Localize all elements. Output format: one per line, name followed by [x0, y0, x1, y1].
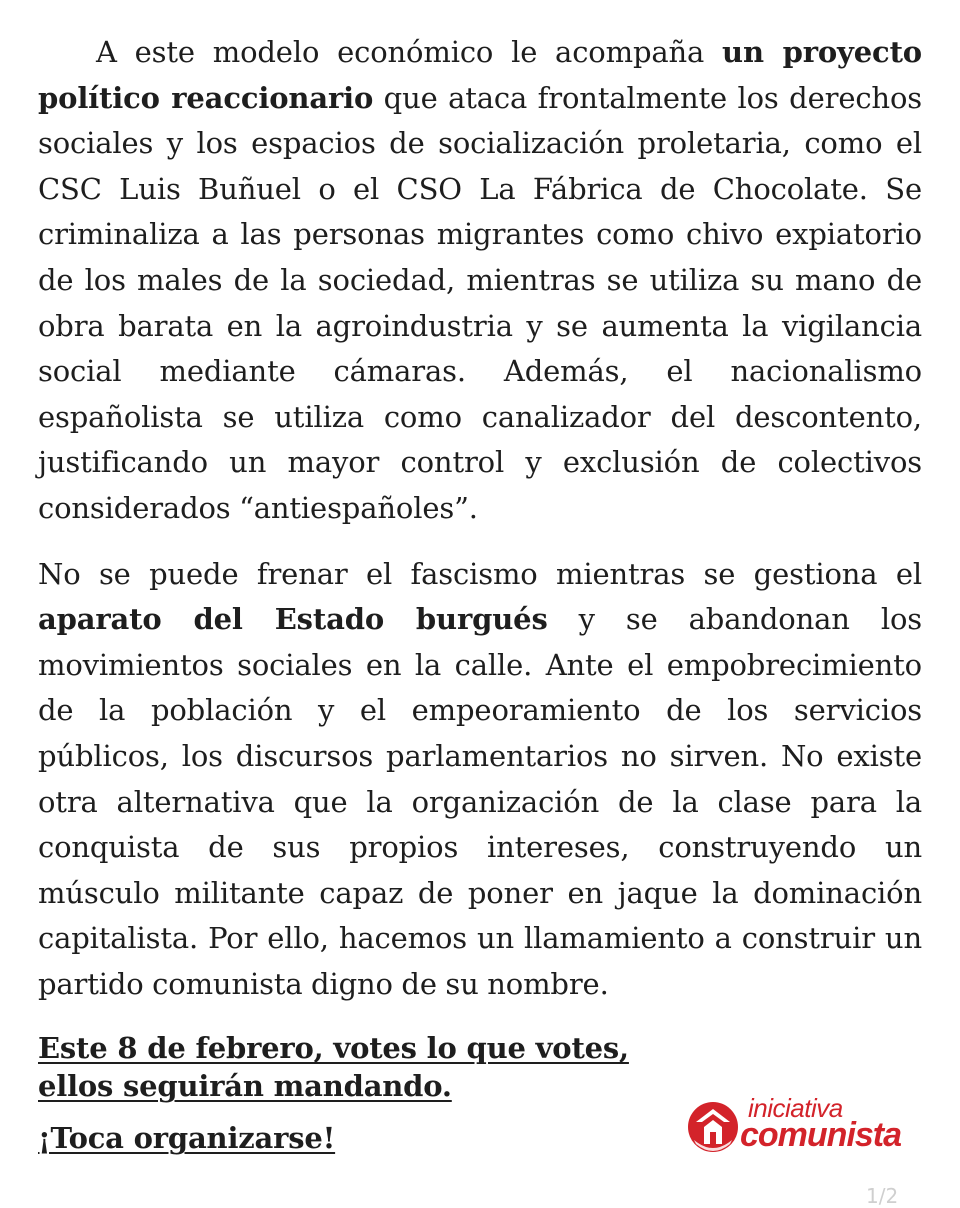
paragraph-2-text-end: y se abandonan los movimientos sociales en la calle. Ante el empobrecimiento de la población y el empeoramiento de los servicios públicos, los discursos parlamentarios no sirven. No existe otra alternativa que la organización de la clase para la conquista de sus propios intereses, construyendo un músculo militante capaz de poner en jaque la dominación capitalista. Por ello, hacemos un llamamiento a construir un partido comunista digno de su nombre. [38, 602, 922, 1001]
paragraph-1-bold-phrase: un proyecto político reaccionario [38, 35, 923, 115]
paragraph-1-text-end: que ataca frontalmente los derechos sociales y los espacios de socialización proletaria, como el CSC Luis Buñuel o el CSO La Fábrica de Chocolate. Se criminaliza a las personas migrantes como chivo expiatorio de los males de la sociedad, mientras se utiliza su mano de obra barata en la agroindustria y se aumenta la vigilancia social mediante cámaras. Además, el nacionalismo españolista se utiliza como canalizador del descontento, justificando un mayor control y exclusión de colectivos considerados “antiespañoles”. [38, 80, 922, 525]
iniciativa-comunista-logo [686, 1094, 926, 1156]
callout-line-1: Este 8 de febrero, votes lo que votes, [38, 1031, 629, 1066]
star-circle-logo-icon [686, 1100, 740, 1154]
paragraph-1-text-start: A este modelo económico le acompaña [96, 35, 723, 69]
paragraph-2 [38, 552, 922, 1008]
paragraph-2-text-start: No se puede frenar el fascismo mientras se gestiona el [38, 556, 922, 591]
callout-line-2: ellos seguirán mandando. [38, 1069, 452, 1104]
logo-text-top: iniciativa [748, 1093, 843, 1123]
page-indicator: 1/2 [866, 1184, 899, 1208]
paragraph-2-bold-phrase: aparato del Estado burgués [38, 602, 548, 637]
document-body [38, 30, 922, 1155]
paragraph-1 [38, 30, 922, 532]
closing-slogan: ¡Toca organizarse! [38, 1121, 336, 1156]
logo-text-bottom: comunista [740, 1116, 902, 1154]
